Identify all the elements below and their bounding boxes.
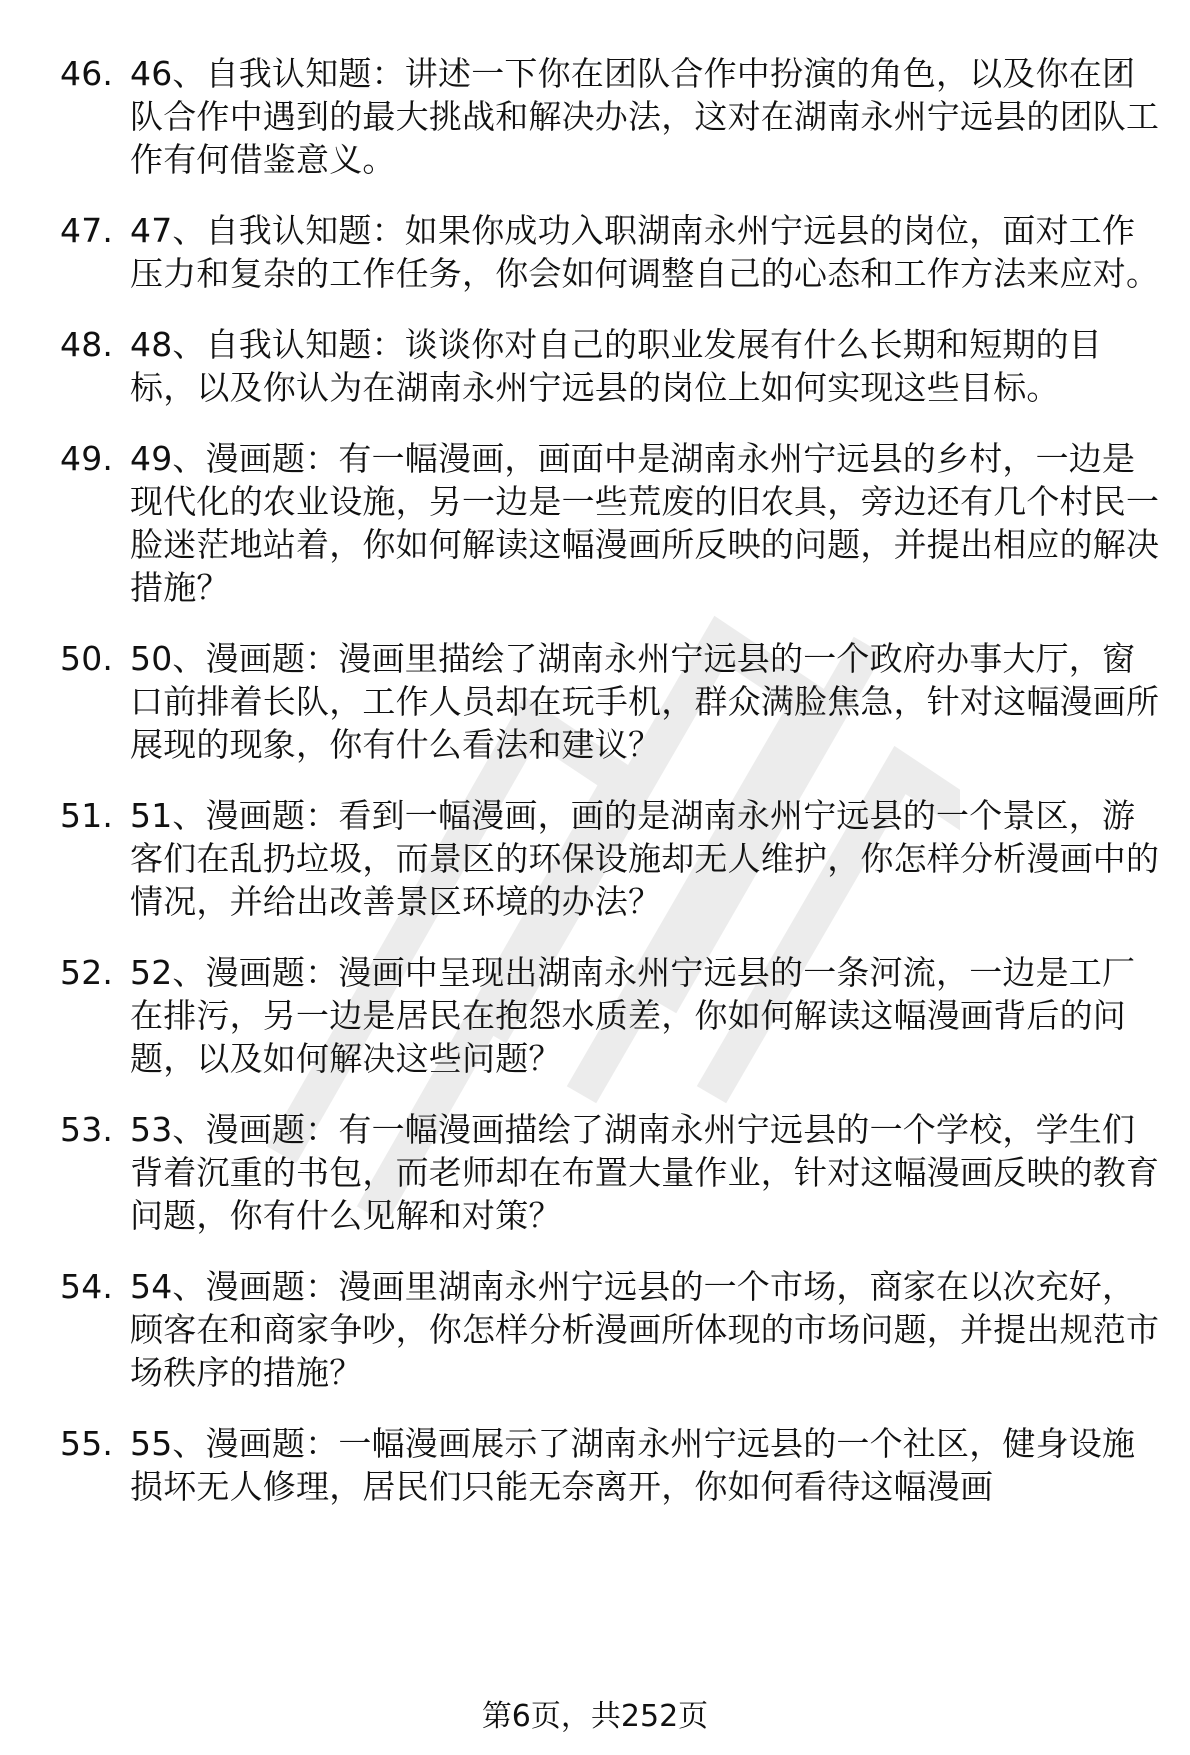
question-text: 50、漫画题：漫画里描绘了湖南永州宁远县的一个政府办事大厅，窗口前排着长队，工作人员却在玩手机，群众满脸焦急，针对这幅漫画所展现的现象，你有什么看法和建议？ xyxy=(130,639,1160,764)
question-number: 53. xyxy=(60,1110,114,1149)
question-number: 48. xyxy=(60,325,114,364)
question-list xyxy=(60,52,1160,1536)
list-item xyxy=(60,951,1160,1080)
question-number: 46. xyxy=(60,54,114,93)
question-text: 51、漫画题：看到一幅漫画，画的是湖南永州宁远县的一个景区，游客们在乱扔垃圾，而景区的环保设施却无人维护，你怎样分析漫画中的情况，并给出改善景区环境的办法？ xyxy=(130,796,1160,921)
question-text: 48、自我认知题：谈谈你对自己的职业发展有什么长期和短期的目标，以及你认为在湖南永州宁远县的岗位上如何实现这些目标。 xyxy=(130,325,1102,407)
question-text: 55、漫画题：一幅漫画展示了湖南永州宁远县的一个社区，健身设施损坏无人修理，居民们只能无奈离开，你如何看待这幅漫画 xyxy=(130,1424,1136,1506)
list-item xyxy=(60,52,1160,181)
question-text: 46、自我认知题：讲述一下你在团队合作中扮演的角色，以及你在团队合作中遇到的最大挑战和解决办法，这对在湖南永州宁远县的团队工作有何借鉴意义。 xyxy=(130,54,1160,179)
list-item xyxy=(60,1422,1160,1508)
question-number: 47. xyxy=(60,211,114,250)
question-text: 49、漫画题：有一幅漫画，画面中是湖南永州宁远县的乡村，一边是现代化的农业设施，另一边是一些荒废的旧农具，旁边还有几个村民一脸迷茫地站着，你如何解读这幅漫画所反映的问题，并提出相应的解决措施？ xyxy=(130,439,1160,607)
question-number: 52. xyxy=(60,953,114,992)
list-item xyxy=(60,209,1160,295)
list-item xyxy=(60,1265,1160,1394)
list-item xyxy=(60,323,1160,409)
question-text: 47、自我认知题：如果你成功入职湖南永州宁远县的岗位，面对工作压力和复杂的工作任务，你会如何调整自己的心态和工作方法来应对。 xyxy=(130,211,1160,293)
page-footer: 第6页，共252页 xyxy=(481,1699,709,1734)
list-item xyxy=(60,794,1160,923)
question-text: 54、漫画题：漫画里湖南永州宁远县的一个市场，商家在以次充好，顾客在和商家争吵，你怎样分析漫画所体现的市场问题，并提出规范市场秩序的措施？ xyxy=(130,1267,1160,1392)
question-number: 50. xyxy=(60,639,114,678)
list-item xyxy=(60,637,1160,766)
list-item xyxy=(60,1108,1160,1237)
question-number: 49. xyxy=(60,439,114,478)
question-text: 53、漫画题：有一幅漫画描绘了湖南永州宁远县的一个学校，学生们背着沉重的书包，而老师却在布置大量作业，针对这幅漫画反映的教育问题，你有什么见解和对策？ xyxy=(130,1110,1160,1235)
question-number: 55. xyxy=(60,1424,114,1463)
list-item xyxy=(60,437,1160,609)
question-text: 52、漫画题：漫画中呈现出湖南永州宁远县的一条河流，一边是工厂在排污，另一边是居民在抱怨水质差，你如何解读这幅漫画背后的问题，以及如何解决这些问题？ xyxy=(130,953,1136,1078)
question-number: 54. xyxy=(60,1267,114,1306)
question-number: 51. xyxy=(60,796,114,835)
